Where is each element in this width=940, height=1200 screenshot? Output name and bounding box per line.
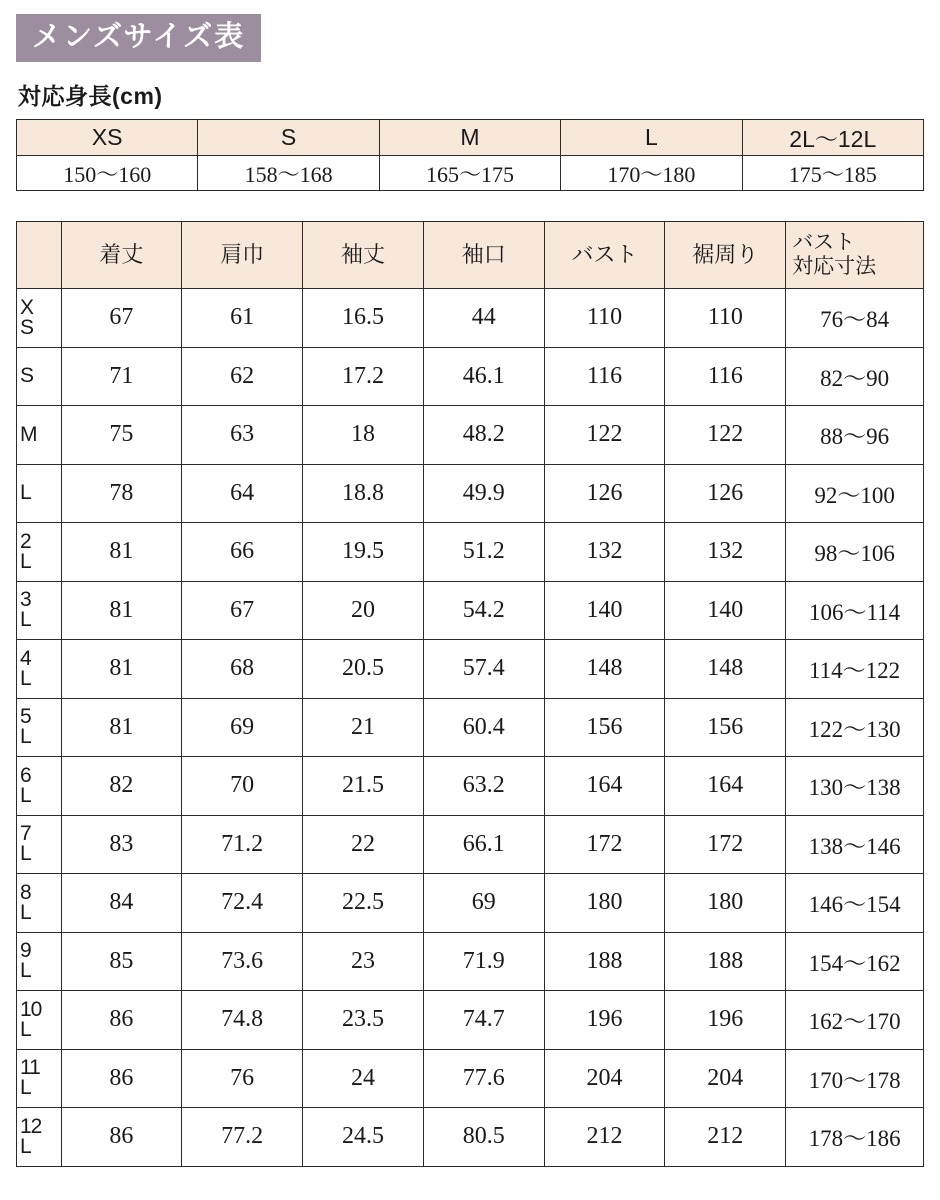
- row-size-label-line2: L: [20, 959, 31, 983]
- cell-袖丈: 22: [303, 815, 424, 874]
- cell-肩巾: 66: [182, 523, 303, 582]
- cell-着丈: 81: [61, 698, 182, 757]
- row-size-label-line1: X: [20, 295, 34, 319]
- row-size-label-line2: L: [20, 842, 31, 866]
- height-table-header-row: [17, 120, 924, 156]
- cell-バスト: 196: [544, 991, 665, 1050]
- cell-袖口: 71.9: [423, 932, 544, 991]
- cell-袖丈: 20: [303, 581, 424, 640]
- cell-袖口: 63.2: [423, 757, 544, 816]
- cell-bust-reference: 154〜162: [786, 932, 924, 991]
- table-row: [17, 991, 924, 1050]
- cell-着丈: 75: [61, 406, 182, 465]
- cell-袖丈: 22.5: [303, 874, 424, 933]
- table-row: [17, 523, 924, 582]
- table-row: [17, 932, 924, 991]
- row-size-label: [17, 406, 62, 465]
- cell-着丈: 84: [61, 874, 182, 933]
- row-size-label: [17, 581, 62, 640]
- column-bust-reference-line2: 対応寸法: [792, 255, 877, 278]
- row-size-label-line1: 12: [20, 1114, 42, 1138]
- measurement-corner-cell: [17, 222, 62, 289]
- cell-bust-reference: 98〜106: [786, 523, 924, 582]
- row-size-label-line2: L: [20, 549, 31, 573]
- row-size-label-line1: M: [20, 422, 37, 446]
- row-size-label-line2: L: [20, 725, 31, 749]
- cell-裾周り: 204: [665, 1049, 786, 1108]
- cell-裾周り: 126: [665, 464, 786, 523]
- table-row: [17, 815, 924, 874]
- cell-裾周り: 110: [665, 289, 786, 348]
- cell-裾周り: 148: [665, 640, 786, 699]
- cell-裾周り: 132: [665, 523, 786, 582]
- cell-bust-reference: 146〜154: [786, 874, 924, 933]
- cell-着丈: 82: [61, 757, 182, 816]
- height-size-l: L: [561, 120, 742, 156]
- column-kitake: 着丈: [61, 222, 182, 289]
- cell-肩巾: 62: [182, 347, 303, 406]
- cell-袖口: 60.4: [423, 698, 544, 757]
- row-size-label: [17, 991, 62, 1050]
- row-size-label: [17, 757, 62, 816]
- cell-袖丈: 18.8: [303, 464, 424, 523]
- column-bust-reference: [786, 222, 924, 289]
- row-size-label-line1: S: [20, 364, 34, 388]
- cell-bust-reference: 170〜178: [786, 1049, 924, 1108]
- cell-袖丈: 20.5: [303, 640, 424, 699]
- table-row: [17, 640, 924, 699]
- cell-袖口: 57.4: [423, 640, 544, 699]
- cell-裾周り: 172: [665, 815, 786, 874]
- measurement-header-row: [17, 222, 924, 289]
- row-size-label-line2: L: [20, 1017, 31, 1041]
- cell-裾周り: 196: [665, 991, 786, 1050]
- cell-袖口: 74.7: [423, 991, 544, 1050]
- cell-肩巾: 74.8: [182, 991, 303, 1050]
- cell-着丈: 85: [61, 932, 182, 991]
- cell-肩巾: 63: [182, 406, 303, 465]
- page-title: メンズサイズ表: [16, 14, 261, 62]
- cell-袖口: 49.9: [423, 464, 544, 523]
- cell-肩巾: 70: [182, 757, 303, 816]
- measurement-section: [16, 221, 924, 1167]
- height-section-caption: 対応身長(cm): [18, 83, 163, 109]
- cell-着丈: 81: [61, 640, 182, 699]
- cell-袖口: 80.5: [423, 1108, 544, 1167]
- cell-着丈: 81: [61, 523, 182, 582]
- row-size-label-line1: 11: [20, 1056, 40, 1080]
- row-size-label-line1: 5: [20, 705, 31, 729]
- cell-袖丈: 16.5: [303, 289, 424, 348]
- cell-袖丈: 18: [303, 406, 424, 465]
- table-row: [17, 1049, 924, 1108]
- measurement-body: [17, 289, 924, 1167]
- row-size-label-line2: L: [20, 608, 31, 632]
- cell-バスト: 212: [544, 1108, 665, 1167]
- cell-袖丈: 21: [303, 698, 424, 757]
- cell-袖口: 77.6: [423, 1049, 544, 1108]
- table-row: [17, 464, 924, 523]
- measurement-table: [16, 221, 924, 1167]
- cell-bust-reference: 114〜122: [786, 640, 924, 699]
- cell-袖丈: 17.2: [303, 347, 424, 406]
- cell-袖丈: 19.5: [303, 523, 424, 582]
- cell-袖口: 48.2: [423, 406, 544, 465]
- row-size-label: [17, 932, 62, 991]
- cell-バスト: 122: [544, 406, 665, 465]
- cell-肩巾: 73.6: [182, 932, 303, 991]
- row-size-label: [17, 347, 62, 406]
- row-size-label-line1: 7: [20, 822, 31, 846]
- cell-袖口: 66.1: [423, 815, 544, 874]
- cell-肩巾: 71.2: [182, 815, 303, 874]
- cell-肩巾: 61: [182, 289, 303, 348]
- row-size-label-line2: L: [20, 783, 31, 807]
- cell-bust-reference: 88〜96: [786, 406, 924, 465]
- cell-bust-reference: 178〜186: [786, 1108, 924, 1167]
- height-range-s: 158〜168: [198, 156, 379, 191]
- cell-裾周り: 180: [665, 874, 786, 933]
- row-size-label: [17, 640, 62, 699]
- cell-着丈: 81: [61, 581, 182, 640]
- cell-袖口: 44: [423, 289, 544, 348]
- row-size-label-line1: 2: [20, 529, 31, 553]
- row-size-label: [17, 1108, 62, 1167]
- cell-バスト: 126: [544, 464, 665, 523]
- height-size-2l-12l: 2L〜12L: [742, 120, 923, 156]
- cell-裾周り: 188: [665, 932, 786, 991]
- height-range-m: 165〜175: [379, 156, 560, 191]
- cell-バスト: 148: [544, 640, 665, 699]
- cell-肩巾: 76: [182, 1049, 303, 1108]
- height-table-value-row: [17, 156, 924, 191]
- cell-着丈: 83: [61, 815, 182, 874]
- cell-bust-reference: 82〜90: [786, 347, 924, 406]
- row-size-label-line1: L: [20, 481, 31, 505]
- cell-裾周り: 164: [665, 757, 786, 816]
- cell-袖丈: 24.5: [303, 1108, 424, 1167]
- cell-bust-reference: 76〜84: [786, 289, 924, 348]
- cell-袖丈: 24: [303, 1049, 424, 1108]
- height-range-l: 170〜180: [561, 156, 742, 191]
- cell-bust-reference: 122〜130: [786, 698, 924, 757]
- table-row: [17, 698, 924, 757]
- column-katahaba: 肩巾: [182, 222, 303, 289]
- table-row: [17, 347, 924, 406]
- row-size-label-line2: L: [20, 1076, 31, 1100]
- table-row: [17, 757, 924, 816]
- cell-肩巾: 77.2: [182, 1108, 303, 1167]
- height-range-xs: 150〜160: [17, 156, 198, 191]
- table-row: [17, 581, 924, 640]
- cell-bust-reference: 92〜100: [786, 464, 924, 523]
- table-row: [17, 406, 924, 465]
- row-size-label: [17, 698, 62, 757]
- cell-袖丈: 23: [303, 932, 424, 991]
- column-bust-reference-line1: バスト: [792, 230, 856, 254]
- cell-着丈: 67: [61, 289, 182, 348]
- cell-肩巾: 69: [182, 698, 303, 757]
- row-size-label-line2: L: [20, 900, 31, 924]
- row-size-label-line1: 6: [20, 763, 31, 787]
- cell-裾周り: 116: [665, 347, 786, 406]
- row-size-label: [17, 815, 62, 874]
- row-size-label-line1: 4: [20, 646, 31, 670]
- cell-バスト: 132: [544, 523, 665, 582]
- cell-裾周り: 156: [665, 698, 786, 757]
- height-size-m: M: [379, 120, 560, 156]
- row-size-label-line1: 3: [20, 588, 31, 612]
- row-size-label: [17, 464, 62, 523]
- cell-bust-reference: 138〜146: [786, 815, 924, 874]
- row-size-label-line1: 8: [20, 880, 31, 904]
- cell-バスト: 188: [544, 932, 665, 991]
- column-bust: バスト: [544, 222, 665, 289]
- cell-袖口: 54.2: [423, 581, 544, 640]
- height-range-2l-12l: 175〜185: [742, 156, 923, 191]
- column-sodeguchi: 袖口: [423, 222, 544, 289]
- cell-着丈: 86: [61, 1049, 182, 1108]
- table-row: [17, 874, 924, 933]
- cell-bust-reference: 106〜114: [786, 581, 924, 640]
- row-size-label: [17, 289, 62, 348]
- cell-着丈: 78: [61, 464, 182, 523]
- cell-裾周り: 212: [665, 1108, 786, 1167]
- cell-袖口: 51.2: [423, 523, 544, 582]
- cell-裾周り: 122: [665, 406, 786, 465]
- cell-バスト: 156: [544, 698, 665, 757]
- cell-裾周り: 140: [665, 581, 786, 640]
- cell-バスト: 116: [544, 347, 665, 406]
- cell-肩巾: 64: [182, 464, 303, 523]
- cell-バスト: 172: [544, 815, 665, 874]
- row-size-label-line2: L: [20, 1134, 31, 1158]
- cell-バスト: 164: [544, 757, 665, 816]
- table-row: [17, 289, 924, 348]
- cell-着丈: 71: [61, 347, 182, 406]
- cell-肩巾: 68: [182, 640, 303, 699]
- cell-バスト: 204: [544, 1049, 665, 1108]
- column-susomawari: 裾周り: [665, 222, 786, 289]
- row-size-label-line1: 10: [20, 997, 42, 1021]
- column-sodetake: 袖丈: [303, 222, 424, 289]
- cell-袖口: 69: [423, 874, 544, 933]
- height-size-s: S: [198, 120, 379, 156]
- height-size-xs: XS: [17, 120, 198, 156]
- cell-bust-reference: 130〜138: [786, 757, 924, 816]
- row-size-label: [17, 523, 62, 582]
- cell-袖口: 46.1: [423, 347, 544, 406]
- cell-袖丈: 23.5: [303, 991, 424, 1050]
- row-size-label: [17, 874, 62, 933]
- row-size-label: [17, 1049, 62, 1108]
- cell-バスト: 110: [544, 289, 665, 348]
- height-table: [16, 119, 924, 191]
- cell-バスト: 140: [544, 581, 665, 640]
- row-size-label-line1: 9: [20, 939, 31, 963]
- cell-肩巾: 67: [182, 581, 303, 640]
- cell-着丈: 86: [61, 1108, 182, 1167]
- cell-bust-reference: 162〜170: [786, 991, 924, 1050]
- table-row: [17, 1108, 924, 1167]
- cell-着丈: 86: [61, 991, 182, 1050]
- row-size-label-line2: L: [20, 666, 31, 690]
- cell-袖丈: 21.5: [303, 757, 424, 816]
- row-size-label-line2: S: [20, 315, 34, 339]
- cell-バスト: 180: [544, 874, 665, 933]
- cell-肩巾: 72.4: [182, 874, 303, 933]
